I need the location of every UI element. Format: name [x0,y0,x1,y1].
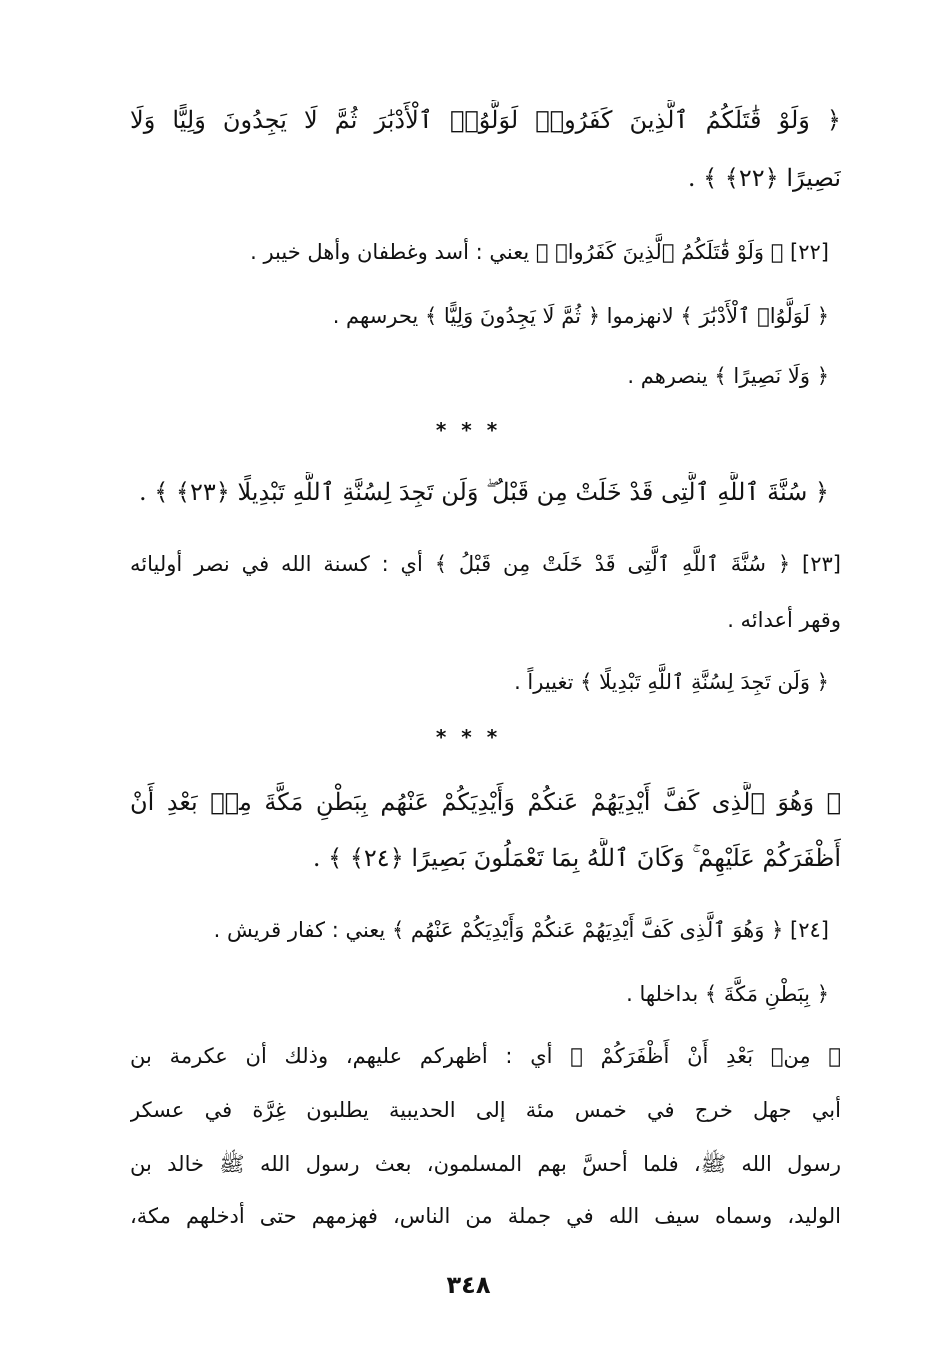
commentary-24-line-1: [٢٤] ﴿ وَهُوَ ٱلَّذِى كَفَّ أَيْدِيَهُمْ عَنكُمْ وَأَيْدِيَكُمْ عَنْهُم ﴾ يعني : كفار قريش . [213,918,829,942]
verse-22-line-2: نَصِيرًا ﴿٢٢﴾ ﴾ . [687,164,841,192]
verse-23: ﴿ سُنَّةَ ٱللَّهِ ٱلَّتِى قَدْ خَلَتْ مِن قَبْلُ ۖ وَلَن تَجِدَ لِسُنَّةِ ٱللَّهِ تَبْدِيلًا ﴿٢٣﴾ ﴾ . [138,478,829,506]
commentary-23-line-3: ﴿ وَلَن تَجِدَ لِسُنَّةِ ٱللَّهِ تَبْدِيلًا ﴾ تغييراً . [514,670,829,694]
verse-22-line-1: ﴿ وَلَوْ قَٰتَلَكُمُ ٱلَّذِينَ كَفَرُوا۟ لَوَلَّوُا۟ ٱلْأَدْبَٰرَ ثُمَّ لَا يَجِدُونَ وَلِيًّا وَلَا [130,106,841,134]
page-number: ٣٤٨ [446,1271,491,1299]
commentary-24-line-2: ﴿ بِبَطْنِ مَكَّةَ ﴾ بداخلها . [626,982,829,1006]
paragraph-line-2: أبي جهل خرج في خمس مئة إلى الحديبية يطلبون غِرَّة في عسكر [130,1098,841,1122]
paragraph-line-1: ﴿ مِنۢ بَعْدِ أَنْ أَظْفَرَكُمْ ﴾ أي : أظهركم عليهم، وذلك أن عكرمة بن [130,1044,841,1068]
paragraph-line-3: رسول الله ﷺ، فلما أحسَّ بهم المسلمون، بعث رسول الله ﷺ خالد بن [130,1152,841,1176]
commentary-22-line-1: [٢٢] ﴿ وَلَوْ قَٰتَلَكُمُ ٱلَّذِينَ كَفَرُوا۟ ﴾ يعني : أسد وغطفان وأهل خيبر . [250,240,829,264]
commentary-23-line-1: [٢٣] ﴿ سُنَّةَ ٱللَّهِ ٱلَّتِى قَدْ خَلَتْ مِن قَبْلُ ﴾ أي : كسنة الله في نصر أوليائه [130,552,841,576]
paragraph-line-4: الوليد، وسماه سيف الله في جملة من الناس، فهزمهم حتى أدخلهم مكة، [130,1204,841,1228]
section-separator: * * * [435,418,502,442]
commentary-23-line-2: وقهر أعدائه . [727,608,841,632]
verse-24-line-2: أَظْفَرَكُمْ عَلَيْهِمْ ۚ وَكَانَ ٱللَّهُ بِمَا تَعْمَلُونَ بَصِيرًا ﴿٢٤﴾ ﴾ . [312,844,841,872]
commentary-22-line-2: ﴿ لَوَلَّوُا۟ ٱلْأَدْبَٰرَ ﴾ لانهزموا ﴿ ثُمَّ لَا يَجِدُونَ وَلِيًّا ﴾ يحرسهم . [332,304,829,328]
verse-24-line-1: ﴿ وَهُوَ ٱلَّذِى كَفَّ أَيْدِيَهُمْ عَنكُمْ وَأَيْدِيَكُمْ عَنْهُم بِبَطْنِ مَكَّةَ مِنۢ بَعْدِ أَنْ [130,788,841,816]
commentary-22-line-3: ﴿ وَلَا نَصِيرًا ﴾ ينصرهم . [627,364,829,388]
section-separator: * * * [435,725,502,749]
